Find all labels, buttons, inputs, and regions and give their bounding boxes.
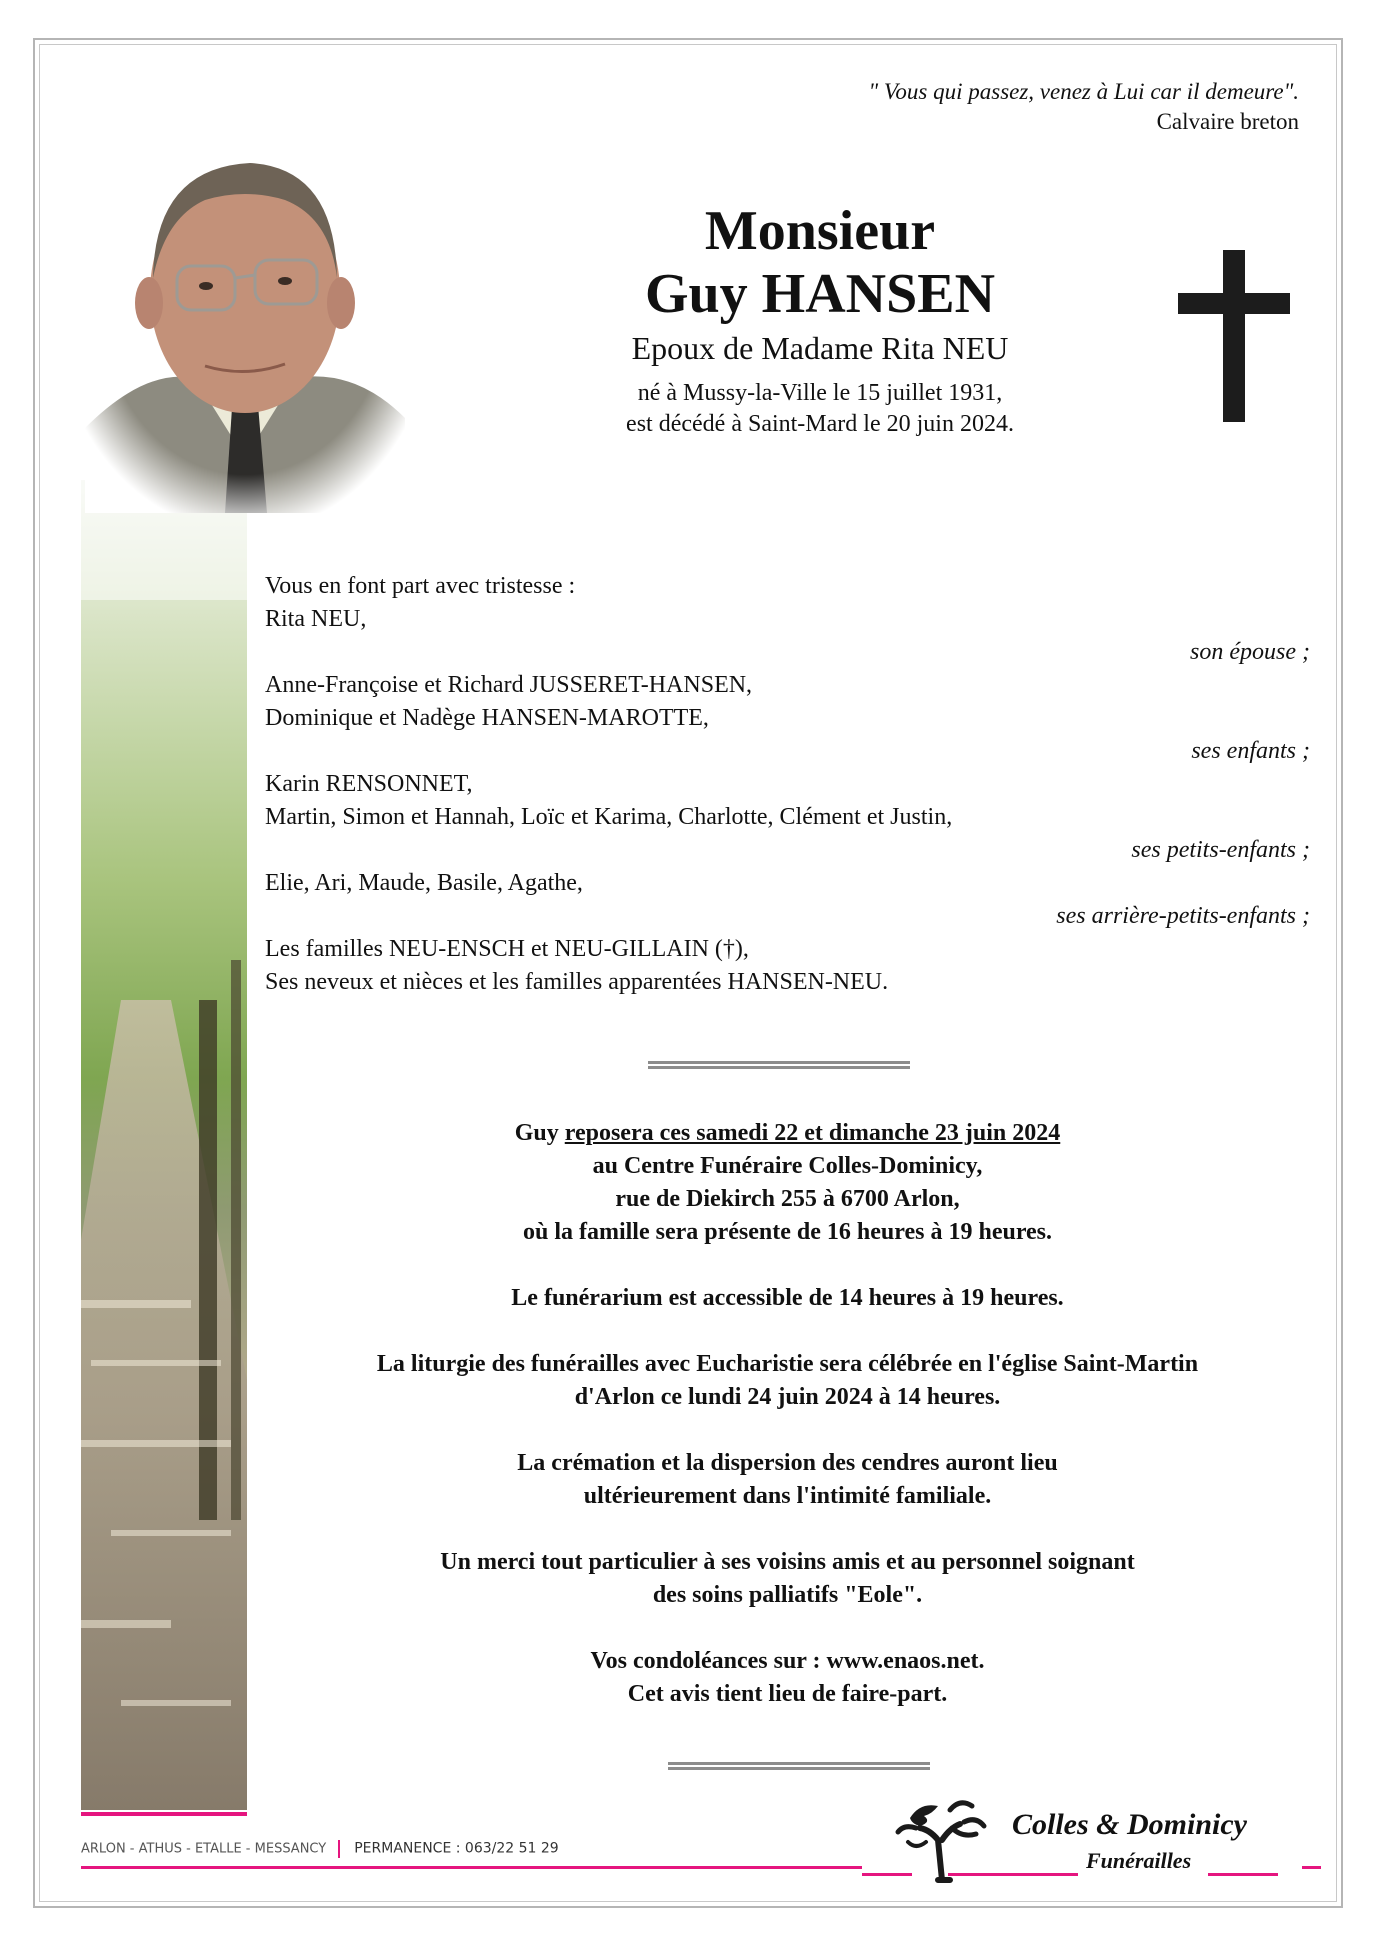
birth-line: né à Mussy-la-Ville le 15 juillet 1931,: [637, 380, 1003, 406]
thanks-paragraph: [265, 1546, 1310, 1612]
visitation-venue: au Centre Funéraire Colles-Dominicy,: [592, 1153, 983, 1179]
family-closing: Ses neveux et nièces et les familles apparentées HANSEN-NEU.: [265, 969, 889, 995]
condolences-link-line[interactable]: Vos condoléances sur : www.enaos.net.: [590, 1648, 985, 1674]
family-member: Dominique et Nadège HANSEN-MAROTTE,: [265, 705, 709, 731]
liturgy-paragraph: [265, 1348, 1310, 1414]
family-relation: ses arrière-petits-enfants ;: [1056, 903, 1310, 929]
visitation-address: rue de Diekirch 255 à 6700 Arlon,: [615, 1186, 960, 1212]
epigraph-source: Calvaire breton: [1156, 109, 1299, 134]
family-relation: ses petits-enfants ;: [1131, 837, 1310, 863]
family-intro: Vous en font part avec tristesse :: [265, 573, 576, 599]
logo-subtitle: Funérailles: [1086, 1848, 1192, 1873]
condolences-paragraph: [265, 1645, 1310, 1711]
family-member: Karin RENSONNET,: [265, 771, 473, 797]
epigraph: [869, 77, 1300, 137]
family-member: Elie, Ari, Maude, Basile, Agathe,: [265, 870, 583, 896]
deceased-name: Guy HANSEN: [644, 263, 996, 325]
cremation-line: ultérieurement dans l'intimité familiale.: [583, 1483, 992, 1509]
logo-accent-line: [862, 1873, 912, 1876]
visitation-hours: où la famille sera présente de 16 heures à 19 heures.: [522, 1219, 1053, 1245]
footer-contact: [81, 1840, 559, 1858]
logo-accent-line: [1208, 1873, 1278, 1876]
cremation-paragraph: [265, 1447, 1310, 1513]
visitation-dates: reposera ces samedi 22 et dimanche 23 juin 2024: [564, 1120, 1061, 1146]
access-text: Le funérarium est accessible de 14 heures à 19 heures.: [511, 1285, 1064, 1311]
family-relation: son épouse ;: [1190, 639, 1310, 665]
latin-cross-icon: [1178, 250, 1290, 422]
family-member: Anne-Françoise et Richard JUSSERET-HANSEN,: [265, 672, 753, 698]
thanks-line: Un merci tout particulier à ses voisins amis et au personnel soignant: [440, 1549, 1135, 1575]
double-rule-divider: [668, 1762, 930, 1770]
family-member: Martin, Simon et Hannah, Loïc et Karima, Charlotte, Clément et Justin,: [265, 804, 953, 830]
family-announcement: [265, 570, 1310, 999]
thanks-line: des soins palliatifs "Eole".: [652, 1582, 923, 1608]
portrait-photo: [85, 128, 405, 513]
footer-divider: [338, 1840, 340, 1858]
access-hours: [265, 1282, 1310, 1315]
liturgy-line: d'Arlon ce lundi 24 juin 2024 à 14 heures.: [574, 1384, 1001, 1410]
death-line: est décédé à Saint-Mard le 20 juin 2024.: [626, 411, 1014, 437]
epigraph-quote: " Vous qui passez, venez à Lui car il demeure".: [868, 79, 1299, 104]
deceased-header: [540, 200, 1100, 440]
liturgy-line: La liturgie des funérailles avec Eucharistie sera célébrée en l'église Saint-Martin: [376, 1351, 1199, 1377]
forest-accent-line: [81, 1812, 247, 1816]
forest-path-image: [81, 480, 247, 1810]
footer-permanence: PERMANENCE : 063/22 51 29: [354, 1840, 559, 1857]
logo-name: Colles & Dominicy: [1012, 1808, 1247, 1841]
family-closing: Les familles NEU-ENSCH et NEU-GILLAIN (†),: [265, 936, 749, 962]
spouse-line: Epoux de Madame Rita NEU: [631, 330, 1009, 366]
double-rule-divider: [648, 1061, 910, 1069]
cremation-line: La crémation et la dispersion des cendres auront lieu: [517, 1450, 1058, 1476]
family-relation: ses enfants ;: [1191, 738, 1310, 764]
family-member: Rita NEU,: [265, 606, 367, 632]
visitation-prefix: Guy: [514, 1120, 565, 1146]
notice-line: Cet avis tient lieu de faire-part.: [627, 1681, 948, 1707]
honorific: Monsieur: [704, 200, 936, 262]
logo-accent-line: [948, 1873, 1078, 1876]
funeral-information: [265, 1117, 1310, 1744]
visitation-paragraph: [265, 1117, 1310, 1249]
footer-locations: ARLON - ATHUS - ETALLE - MESSANCY: [81, 1841, 327, 1857]
